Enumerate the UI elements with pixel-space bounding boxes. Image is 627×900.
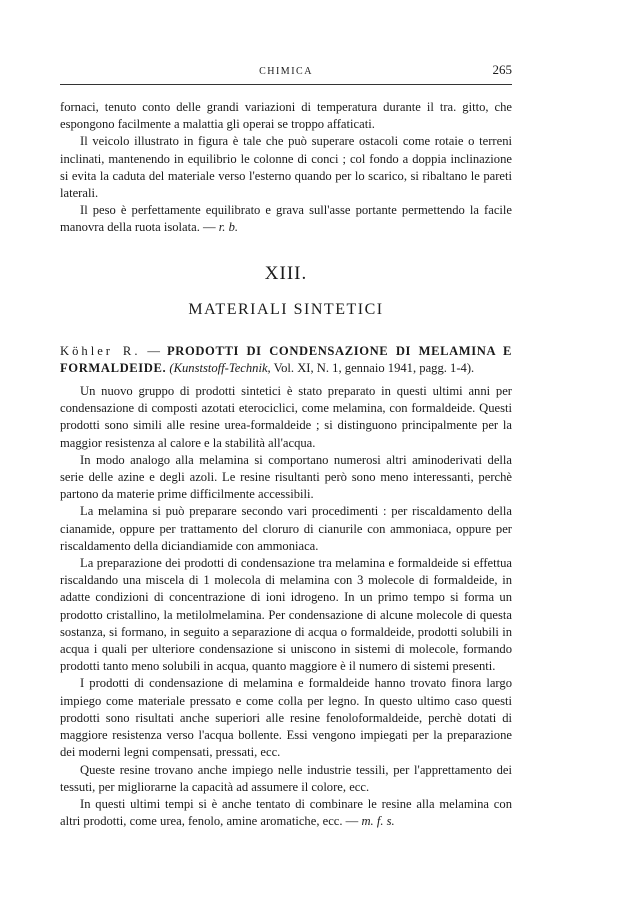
entry-dash: — [140, 343, 167, 358]
intro-paragraph: Il veicolo illustrato in figura è tale che può superare ostacoli come rotaie o terreni inclinati, mantenendo in equilibrio le colonne di conci ; col fondo a doppia inclinazione si evita la caduta del materiale verso l'esterno quando per lo scarico, si ribaltano le pareti laterali. [60, 134, 512, 201]
intro-paragraph-text: Il peso è perfettamente equilibrato e grava sull'asse portante permettendo la facile manovra della ruota isolata. — [60, 203, 512, 235]
intro-text [60, 99, 512, 237]
page-number: 265 [492, 62, 512, 77]
entry-paragraph-text: In questi ultimi tempi si è anche tentato di combinare le resine alla melamina con altri prodotti, come urea, fenolo, amine aromatiche, ecc. — [60, 796, 512, 829]
intro-paragraph: fornaci, tenuto conto delle grandi variazioni di temperatura durante il tra. gitto, che espongono facilmente a malattia gli operai se troppo affaticati. [60, 100, 512, 132]
entry-title: PRODOTTI DI CONDENSAZIONE DI MELAMINA E FORMALDEIDE. [60, 343, 512, 375]
running-head [60, 60, 512, 80]
entry-signature: m. f. s. [361, 814, 395, 829]
entry-paragraph: Queste resine trovano anche impiego nelle industrie tessili, per l'apprettamento dei tessuti, per migliorarne la capacità ad assumere il colore, ecc. [60, 762, 512, 794]
intro-signature: r. b. [218, 220, 239, 235]
entry-journal: (Kunststoff-Technik, [169, 360, 271, 375]
entry-heading [60, 343, 512, 377]
running-head-title: CHIMICA [259, 66, 313, 77]
section-title: MATERIALI SINTETICI [188, 300, 384, 318]
entry-paragraph [60, 796, 512, 830]
entry-paragraph: I prodotti di condensazione di melamina e formaldeide hanno trovato finora largo impiego come materiale pressato e come colla per legno. In questo ultimo caso questi prodotti sono risultati anche superiori alle resine fenoloformaldeide, perchè dotati di maggiore resistenza verso l'acqua bollente. Essi vengono impiegati per la preparazione dei moderni legni compensati, pressati, ecc. [60, 676, 512, 760]
entry-paragraph: La melamina si può preparare secondo vari procedimenti : per riscaldamento della cianamide, oppure per trattamento del cloruro di cianurile con ammoniaca, oppure per riscaldamento della diciandiamide con ammoniaca. [60, 504, 512, 553]
section-number: XIII. [264, 262, 308, 284]
entry-author: Köhler R. [60, 343, 141, 358]
entry-citation: Vol. XI, N. 1, gennaio 1941, pagg. 1-4). [273, 360, 475, 375]
entry-body [60, 383, 512, 830]
entry-paragraph: La preparazione dei prodotti di condensazione tra melamina e formaldeide si effettua riscaldando una miscela di 1 molecola di melamina con 3 molecole di formaldeide, in adatte condizioni di concentrazione di ioni idrogeno. In un primo tempo si forma un prodotto cristallino, la metilolmelamina. Per condensazione di alcune molecole di questa sostanza, si formano, in seguito a separazione di acqua o formaldeide, prodotti solubili in acqua i quali per ulteriore condensazione si uniscono in sistemi di molecole, formando prodotti tanto meno solubili in acqua, quanto maggiore è il numero di sistemi presenti. [60, 556, 512, 674]
intro-paragraph [60, 202, 512, 236]
entry-paragraph: Un nuovo gruppo di prodotti sintetici è stato preparato in questi ultimi anni per condensazione di composti azotati eterociclici, come melamina, con formaldeide. Questi prodotti sono simili alle resine urea-formaldeide ; si distinguono principalmente per la maggior resistenza al calore e la stabilità all'acqua. [60, 384, 512, 450]
header-rule [60, 84, 512, 85]
page [60, 60, 512, 830]
entry-paragraph: In modo analogo alla melamina si comportano numerosi altri aminoderivati della serie delle azine e degli azoli. Le resine risultanti però sono meno interessanti, perchè partono da materie prime difficilmente accessibili. [60, 452, 512, 502]
